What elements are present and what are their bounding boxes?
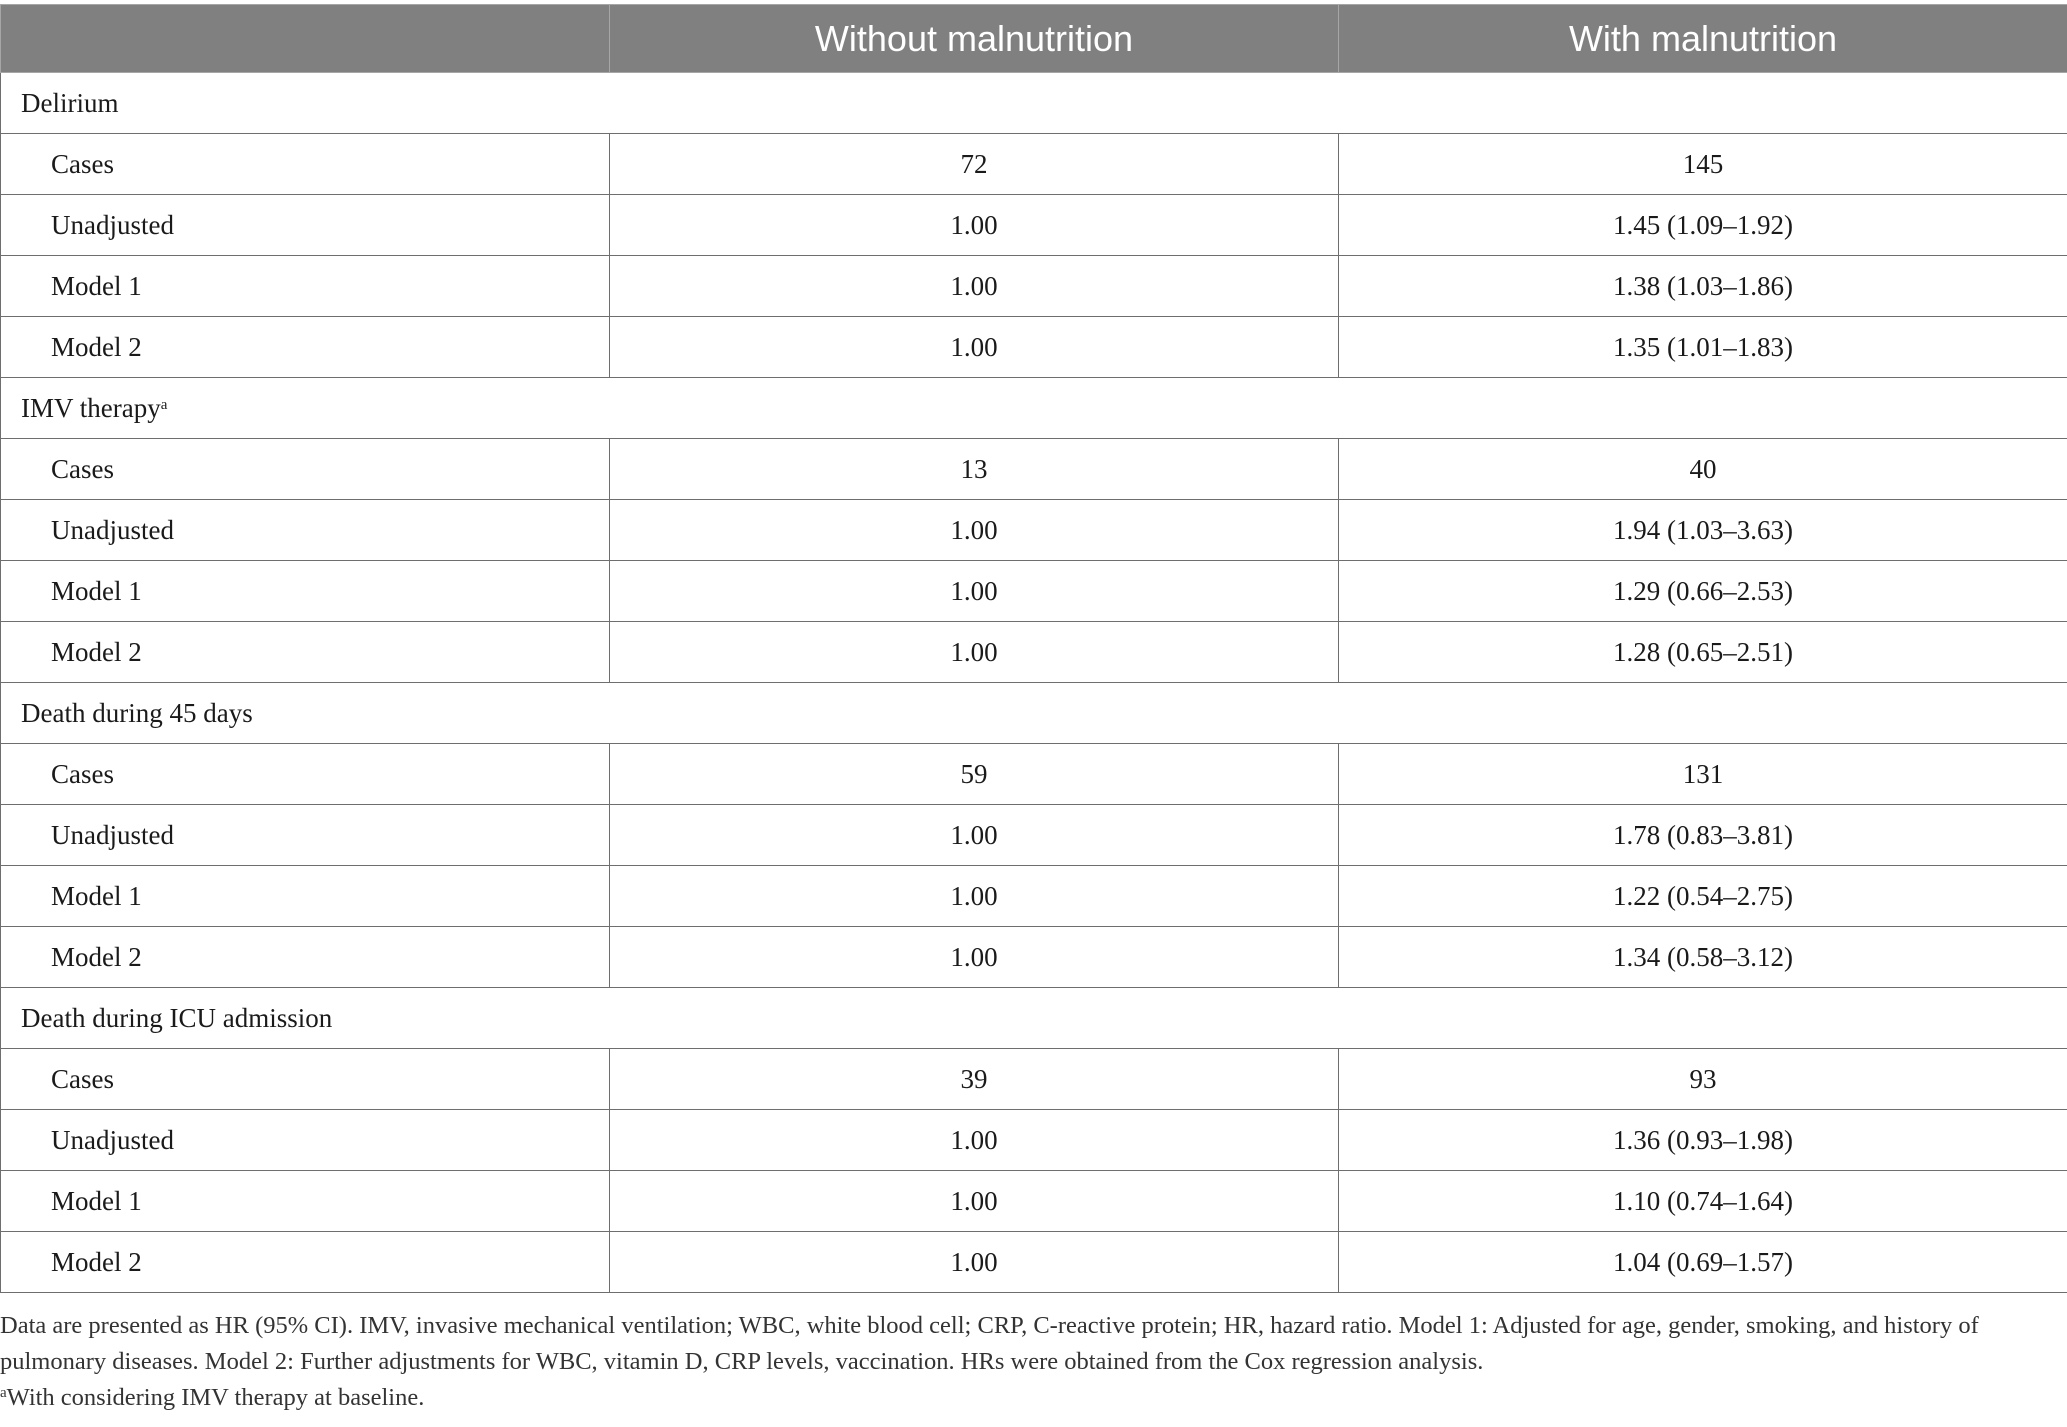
table-row — [1, 195, 2067, 256]
table-row — [1, 317, 2067, 378]
table-row — [1, 927, 2067, 988]
table-footnote — [0, 1380, 2050, 1416]
table-notes — [0, 1308, 2050, 1416]
with-value: 1.45 (1.09–1.92) — [1339, 195, 2067, 256]
row-label: Unadjusted — [1, 805, 610, 866]
with-value: 1.34 (0.58–3.12) — [1339, 927, 2067, 988]
without-value: 1.00 — [610, 1232, 1339, 1293]
without-value: 1.00 — [610, 1171, 1339, 1232]
footnote-marker: a — [0, 1385, 7, 1401]
section-row-death-45-days — [1, 683, 2067, 744]
without-value: 13 — [610, 439, 1339, 500]
with-value: 1.94 (1.03–3.63) — [1339, 500, 2067, 561]
without-value: 1.00 — [610, 195, 1339, 256]
with-value: 1.10 (0.74–1.64) — [1339, 1171, 2067, 1232]
section-title: Delirium — [1, 73, 2067, 134]
table-row — [1, 561, 2067, 622]
row-label: Model 1 — [1, 866, 610, 927]
row-label: Cases — [1, 439, 610, 500]
header-blank-cell — [1, 5, 610, 73]
table-row — [1, 866, 2067, 927]
row-label: Model 1 — [1, 256, 610, 317]
row-label: Model 2 — [1, 927, 610, 988]
with-value: 40 — [1339, 439, 2067, 500]
with-value: 1.04 (0.69–1.57) — [1339, 1232, 2067, 1293]
with-value: 93 — [1339, 1049, 2067, 1110]
row-label: Model 2 — [1, 317, 610, 378]
without-value: 59 — [610, 744, 1339, 805]
section-row-delirium — [1, 73, 2067, 134]
row-label: Model 1 — [1, 561, 610, 622]
table-row — [1, 439, 2067, 500]
table-row — [1, 1232, 2067, 1293]
without-value: 72 — [610, 134, 1339, 195]
row-label: Model 2 — [1, 622, 610, 683]
table-row — [1, 1171, 2067, 1232]
table-row — [1, 744, 2067, 805]
row-label: Unadjusted — [1, 500, 610, 561]
with-value: 1.28 (0.65–2.51) — [1339, 622, 2067, 683]
without-value: 1.00 — [610, 805, 1339, 866]
row-label: Model 2 — [1, 1232, 610, 1293]
row-label: Unadjusted — [1, 1110, 610, 1171]
with-value: 1.78 (0.83–3.81) — [1339, 805, 2067, 866]
section-row-death-icu — [1, 988, 2067, 1049]
without-value: 1.00 — [610, 927, 1339, 988]
table-row — [1, 500, 2067, 561]
table-row — [1, 805, 2067, 866]
without-value: 1.00 — [610, 561, 1339, 622]
without-value: 1.00 — [610, 500, 1339, 561]
section-title: Death during 45 days — [1, 683, 2067, 744]
without-value: 1.00 — [610, 256, 1339, 317]
row-label: Unadjusted — [1, 195, 610, 256]
row-label: Model 1 — [1, 1171, 610, 1232]
section-row-imv-therapy — [1, 378, 2067, 439]
row-label: Cases — [1, 134, 610, 195]
with-value: 1.38 (1.03–1.86) — [1339, 256, 2067, 317]
without-value: 1.00 — [610, 1110, 1339, 1171]
row-label: Cases — [1, 1049, 610, 1110]
section-title: IMV therapy$^a$ — [1, 378, 2067, 439]
hazard-ratio-table — [0, 4, 2067, 1293]
with-value: 1.36 (0.93–1.98) — [1339, 1110, 2067, 1171]
table-header-row — [1, 5, 2067, 73]
with-value: 1.22 (0.54–2.75) — [1339, 866, 2067, 927]
results-table-container — [0, 4, 2067, 1293]
table-row — [1, 256, 2067, 317]
table-note-main: Data are presented as HR (95% CI). IMV, invasive mechanical ventilation; WBC, white blood cell; CRP, C-reactive protein; HR, hazard ratio. Model 1: Adjusted for age, gender, smoking, and history of pulmonary diseases. Model 2: Further adjustments for WBC, vitamin D, CRP levels, vaccination. HRs were obtained from the Cox regression analysis. — [0, 1312, 1979, 1375]
without-value: 1.00 — [610, 866, 1339, 927]
footnote-marker: a — [160, 396, 168, 413]
table-row — [1, 1049, 2067, 1110]
without-value: 39 — [610, 1049, 1339, 1110]
with-value: 1.35 (1.01–1.83) — [1339, 317, 2067, 378]
row-label: Cases — [1, 744, 610, 805]
header-with-malnutrition: With malnutrition — [1339, 5, 2067, 73]
header-without-malnutrition: Without malnutrition — [610, 5, 1339, 73]
without-value: 1.00 — [610, 622, 1339, 683]
table-row — [1, 134, 2067, 195]
with-value: 145 — [1339, 134, 2067, 195]
with-value: 1.29 (0.66–2.53) — [1339, 561, 2067, 622]
table-row — [1, 1110, 2067, 1171]
with-value: 131 — [1339, 744, 2067, 805]
section-title: Death during ICU admission — [1, 988, 2067, 1049]
table-row — [1, 622, 2067, 683]
footnote-text: With considering IMV therapy at baseline. — [6, 1384, 425, 1411]
without-value: 1.00 — [610, 317, 1339, 378]
